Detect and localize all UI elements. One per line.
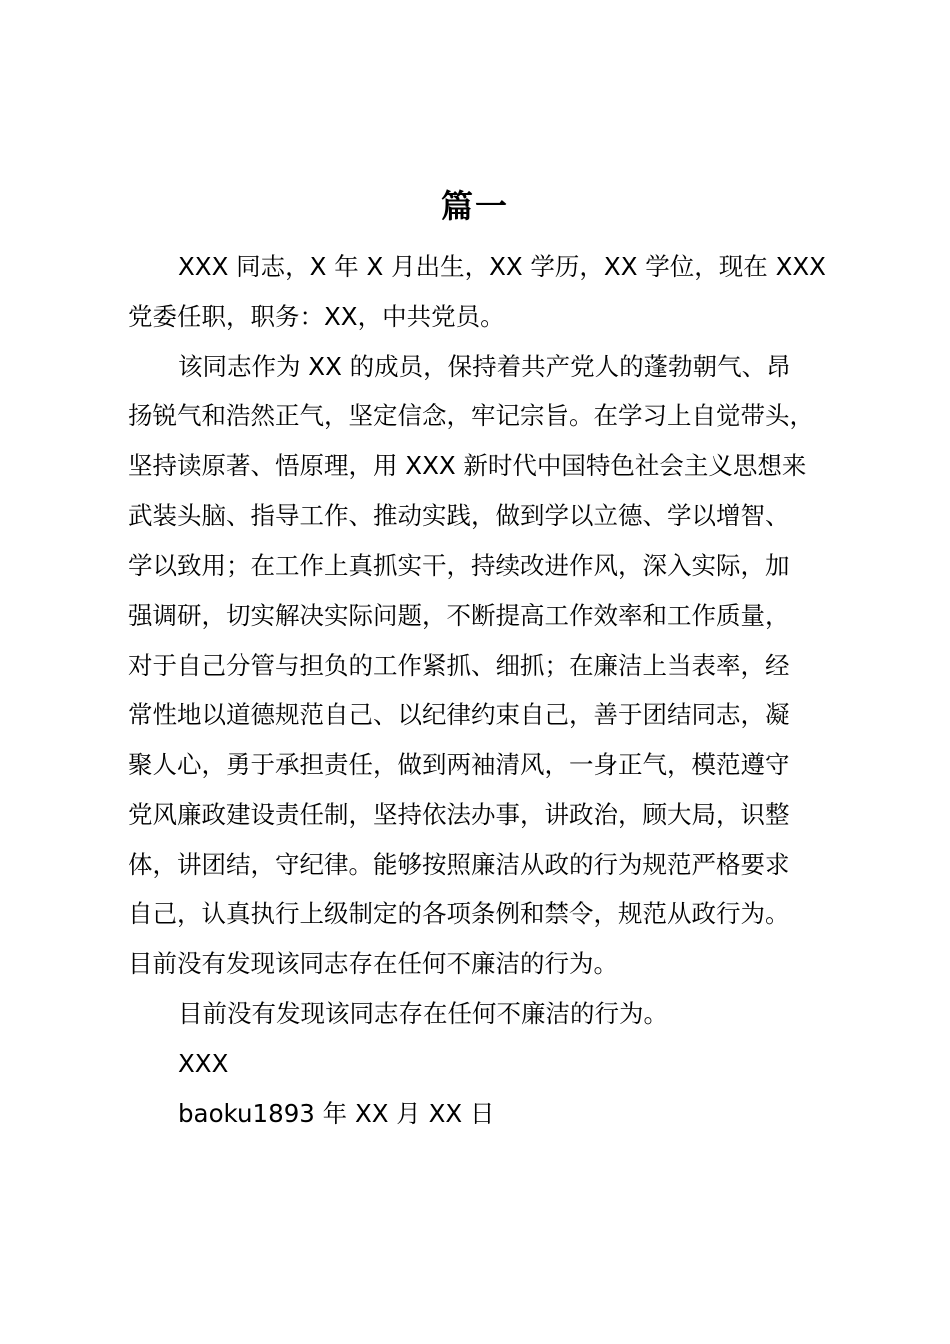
signature-name: XXX [178, 1049, 229, 1078]
paragraph-line: 目前没有发现该同志存在任何不廉洁的行为。 [178, 999, 668, 1028]
paragraph-line: 党委任职，职务：XX，中共党员。 [128, 302, 505, 331]
paragraph-line: 常性地以道德规范自己、以纪律约束自己，善于团结同志，凝 [128, 700, 790, 729]
paragraph-line: XXX 同志，X 年 X 月出生，XX 学历，XX 学位，现在 XXX [178, 252, 826, 281]
paragraph-line: 对于自己分管与担负的工作紧抓、细抓；在廉洁上当表率，经 [128, 651, 790, 680]
paragraph-line: 扬锐气和浩然正气，坚定信念，牢记宗旨。在学习上自觉带头， [128, 401, 814, 430]
paragraph-line: 聚人心，勇于承担责任，做到两袖清风，一身正气，模范遵守 [128, 750, 790, 779]
paragraph-line: 坚持读原著、悟原理，用 XXX 新时代中国特色社会主义思想来 [128, 451, 807, 480]
paragraph-line: 该同志作为 XX 的成员，保持着共产党人的蓬勃朝气、昂 [178, 352, 791, 381]
paragraph-line: 学以致用；在工作上真抓实干，持续改进作风，深入实际，加 [128, 551, 790, 580]
signature-date: baoku1893 年 XX 月 XX 日 [178, 1099, 495, 1128]
document-title: 篇一 [440, 187, 509, 225]
paragraph-line: 党风廉政建设责任制，坚持依法办事，讲政治，顾大局，识整 [128, 800, 790, 829]
paragraph-line: 目前没有发现该同志存在任何不廉洁的行为。 [128, 949, 618, 978]
paragraph-line: 强调研，切实解决实际问题，不断提高工作效率和工作质量， [128, 601, 790, 630]
paragraph-line: 体，讲团结，守纪律。能够按照廉洁从政的行为规范严格要求 [128, 850, 790, 879]
paragraph-line: 武装头脑、指导工作、推动实践，做到学以立德、学以增智、 [128, 501, 790, 530]
paragraph-line: 自己，认真执行上级制定的各项条例和禁令，规范从政行为。 [128, 899, 790, 928]
